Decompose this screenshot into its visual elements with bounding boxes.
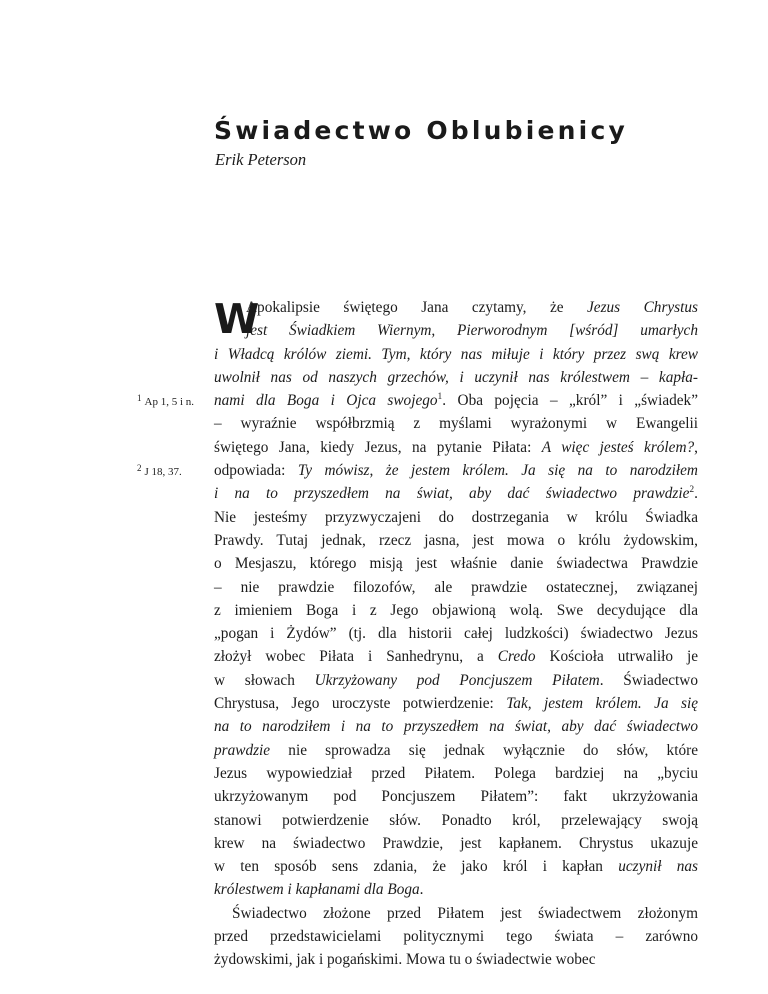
body-text-segment: Kościoła utrwaliło je xyxy=(535,648,698,666)
body-line xyxy=(214,785,698,808)
italic-text: uwolnił nas od naszych grzechów, i uczynił nas królestwem – kapła- xyxy=(214,368,698,386)
italic-text: prawdzie xyxy=(214,741,271,759)
body-line xyxy=(214,506,698,529)
body-line xyxy=(214,366,698,389)
body-line xyxy=(214,436,698,459)
italic-text: Tak, jestem królem. Ja się xyxy=(506,695,698,713)
body-line xyxy=(214,645,698,668)
body-line xyxy=(214,529,698,552)
italic-text: jest Świadkiem Wiernym, Pierworodnym [wśród] umarłych xyxy=(246,322,698,340)
body-text-segment: . xyxy=(419,881,424,899)
body-text-segment: nie sprowadza się jednak wyłącznie do słów, które xyxy=(270,741,698,759)
body-line xyxy=(214,599,698,622)
footnote-text: Ap 1, 5 i n. xyxy=(144,396,194,408)
body-line xyxy=(214,855,698,878)
italic-text: królestwem i kapłanami dla Boga xyxy=(214,881,420,899)
body-line xyxy=(214,552,698,575)
body-text-segment: w słowach xyxy=(214,671,315,689)
italic-text: Ty mówisz, że jestem królem. Ja się na to narodziłem xyxy=(297,462,698,480)
body-line xyxy=(214,902,698,925)
body-text-segment: złożył wobec Piłata i Sanhedrynu, a xyxy=(214,648,498,666)
italic-text: na to narodziłem i na to przyszedłem na świat, aby dać świadectwo xyxy=(214,718,698,736)
body-line xyxy=(214,459,698,482)
article-title: Świadectwo Oblubienicy xyxy=(214,116,628,145)
body-text-segment: świętego Jana, kiedy Jezus, na pytanie Piłata: xyxy=(214,438,542,456)
body-line xyxy=(214,482,698,505)
body-text-segment: stanowi potwierdzenie słów. Ponadto król, przelewający swoją xyxy=(214,811,698,829)
body-text-segment: odpowiada: xyxy=(214,462,298,480)
italic-text: uczynił nas xyxy=(618,858,699,876)
body-text-segment: Chrystusa, Jego uroczyste potwierdzenie: xyxy=(214,695,507,713)
drop-cap: W xyxy=(214,295,260,343)
footnote-reference: 1 xyxy=(437,392,443,403)
body-text-segment: w ten sposób sens zdania, że jako król i kapłan xyxy=(214,858,619,876)
italic-text: Credo xyxy=(497,648,536,666)
body-text-segment: ukrzyżowanym pod Poncjuszem Piłatem”: fakt ukrzyżowania xyxy=(214,788,698,806)
body-line xyxy=(214,878,698,901)
body-line xyxy=(214,319,698,342)
body-line xyxy=(214,762,698,785)
body-text-segment: – wyraźnie współbrzmią z myślami wyrażonymi w Ewangelii xyxy=(214,415,698,433)
body-line xyxy=(214,809,698,832)
footnote-reference: 2 xyxy=(689,485,695,496)
body-line xyxy=(214,669,698,692)
body-line xyxy=(214,715,698,738)
body-text-segment: przed przedstawicielami politycznymi tego świata – zarówno xyxy=(214,928,698,946)
body-line xyxy=(214,389,698,412)
italic-text: nami dla Boga i Ojca swojego xyxy=(214,392,438,410)
italic-text: Jezus Chrystus xyxy=(587,299,698,316)
body-text-segment: Jezus wypowiedział przed Piłatem. Polega bardziej na „byciu xyxy=(214,764,698,782)
body-line xyxy=(214,692,698,715)
italic-text: i Władcą królów ziemi. Tym, który nas miłuje i który przez swą krew xyxy=(214,345,698,363)
body-text-segment: – nie prawdzie filozofów, ale prawdzie ostatecznej, związanej xyxy=(214,578,698,596)
body-line xyxy=(214,948,698,971)
article-body xyxy=(214,296,698,972)
body-text-segment: Apokalipsie świętego Jana czytamy, że xyxy=(246,299,587,316)
body-text-segment: krew na świadectwo Prawdzie, jest kapłanem. Chrystus ukazuje xyxy=(214,834,698,852)
body-text-segment: . Oba pojęcia – „król” i „świadek” xyxy=(442,392,698,410)
body-text-segment: Nie jesteśmy przyzwyczajeni do dostrzegania w królu Świadka xyxy=(214,508,698,526)
body-text-segment: żydowskimi, jak i pogańskimi. Mowa tu o świadectwie wobec xyxy=(214,951,596,969)
body-line xyxy=(214,832,698,855)
body-line xyxy=(214,925,698,948)
body-text-segment: Świadectwo złożone przed Piłatem jest świadectwem złożonym xyxy=(232,904,698,922)
body-line xyxy=(214,576,698,599)
footnote-1 xyxy=(137,391,194,409)
body-line xyxy=(214,343,698,366)
body-line xyxy=(214,739,698,762)
body-text-segment: . xyxy=(694,485,698,503)
body-text-segment: „pogan i Żydów” (tj. dla historii całej ludzkości) świadectwo Jezus xyxy=(214,625,698,643)
footnote-number: 1 xyxy=(137,393,142,403)
footnote-text: J 18, 37. xyxy=(144,466,182,478)
article-author: Erik Peterson xyxy=(215,150,307,169)
body-text-segment: , xyxy=(694,438,698,456)
footnote-2 xyxy=(137,461,182,479)
body-text-segment: Prawdy. Tutaj jednak, rzecz jasna, jest mowa o królu żydowskim, xyxy=(214,531,698,549)
body-line xyxy=(214,622,698,645)
body-line xyxy=(214,296,698,319)
body-line xyxy=(214,412,698,435)
body-text-segment: o Mesjaszu, którego misją jest właśnie danie świadectwa Prawdzie xyxy=(214,555,698,573)
body-text-segment: z imieniem Boga i z Jego objawioną wolą. Swe decydujące dla xyxy=(214,601,698,619)
italic-text: i na to przyszedłem na świat, aby dać świadectwo prawdzie xyxy=(214,485,690,503)
italic-text: Ukrzyżowany pod Poncjuszem Piłatem xyxy=(314,671,600,689)
footnote-number: 2 xyxy=(137,463,142,473)
body-text-segment: . Świadectwo xyxy=(599,671,698,689)
italic-text: A więc jesteś królem? xyxy=(541,438,695,456)
